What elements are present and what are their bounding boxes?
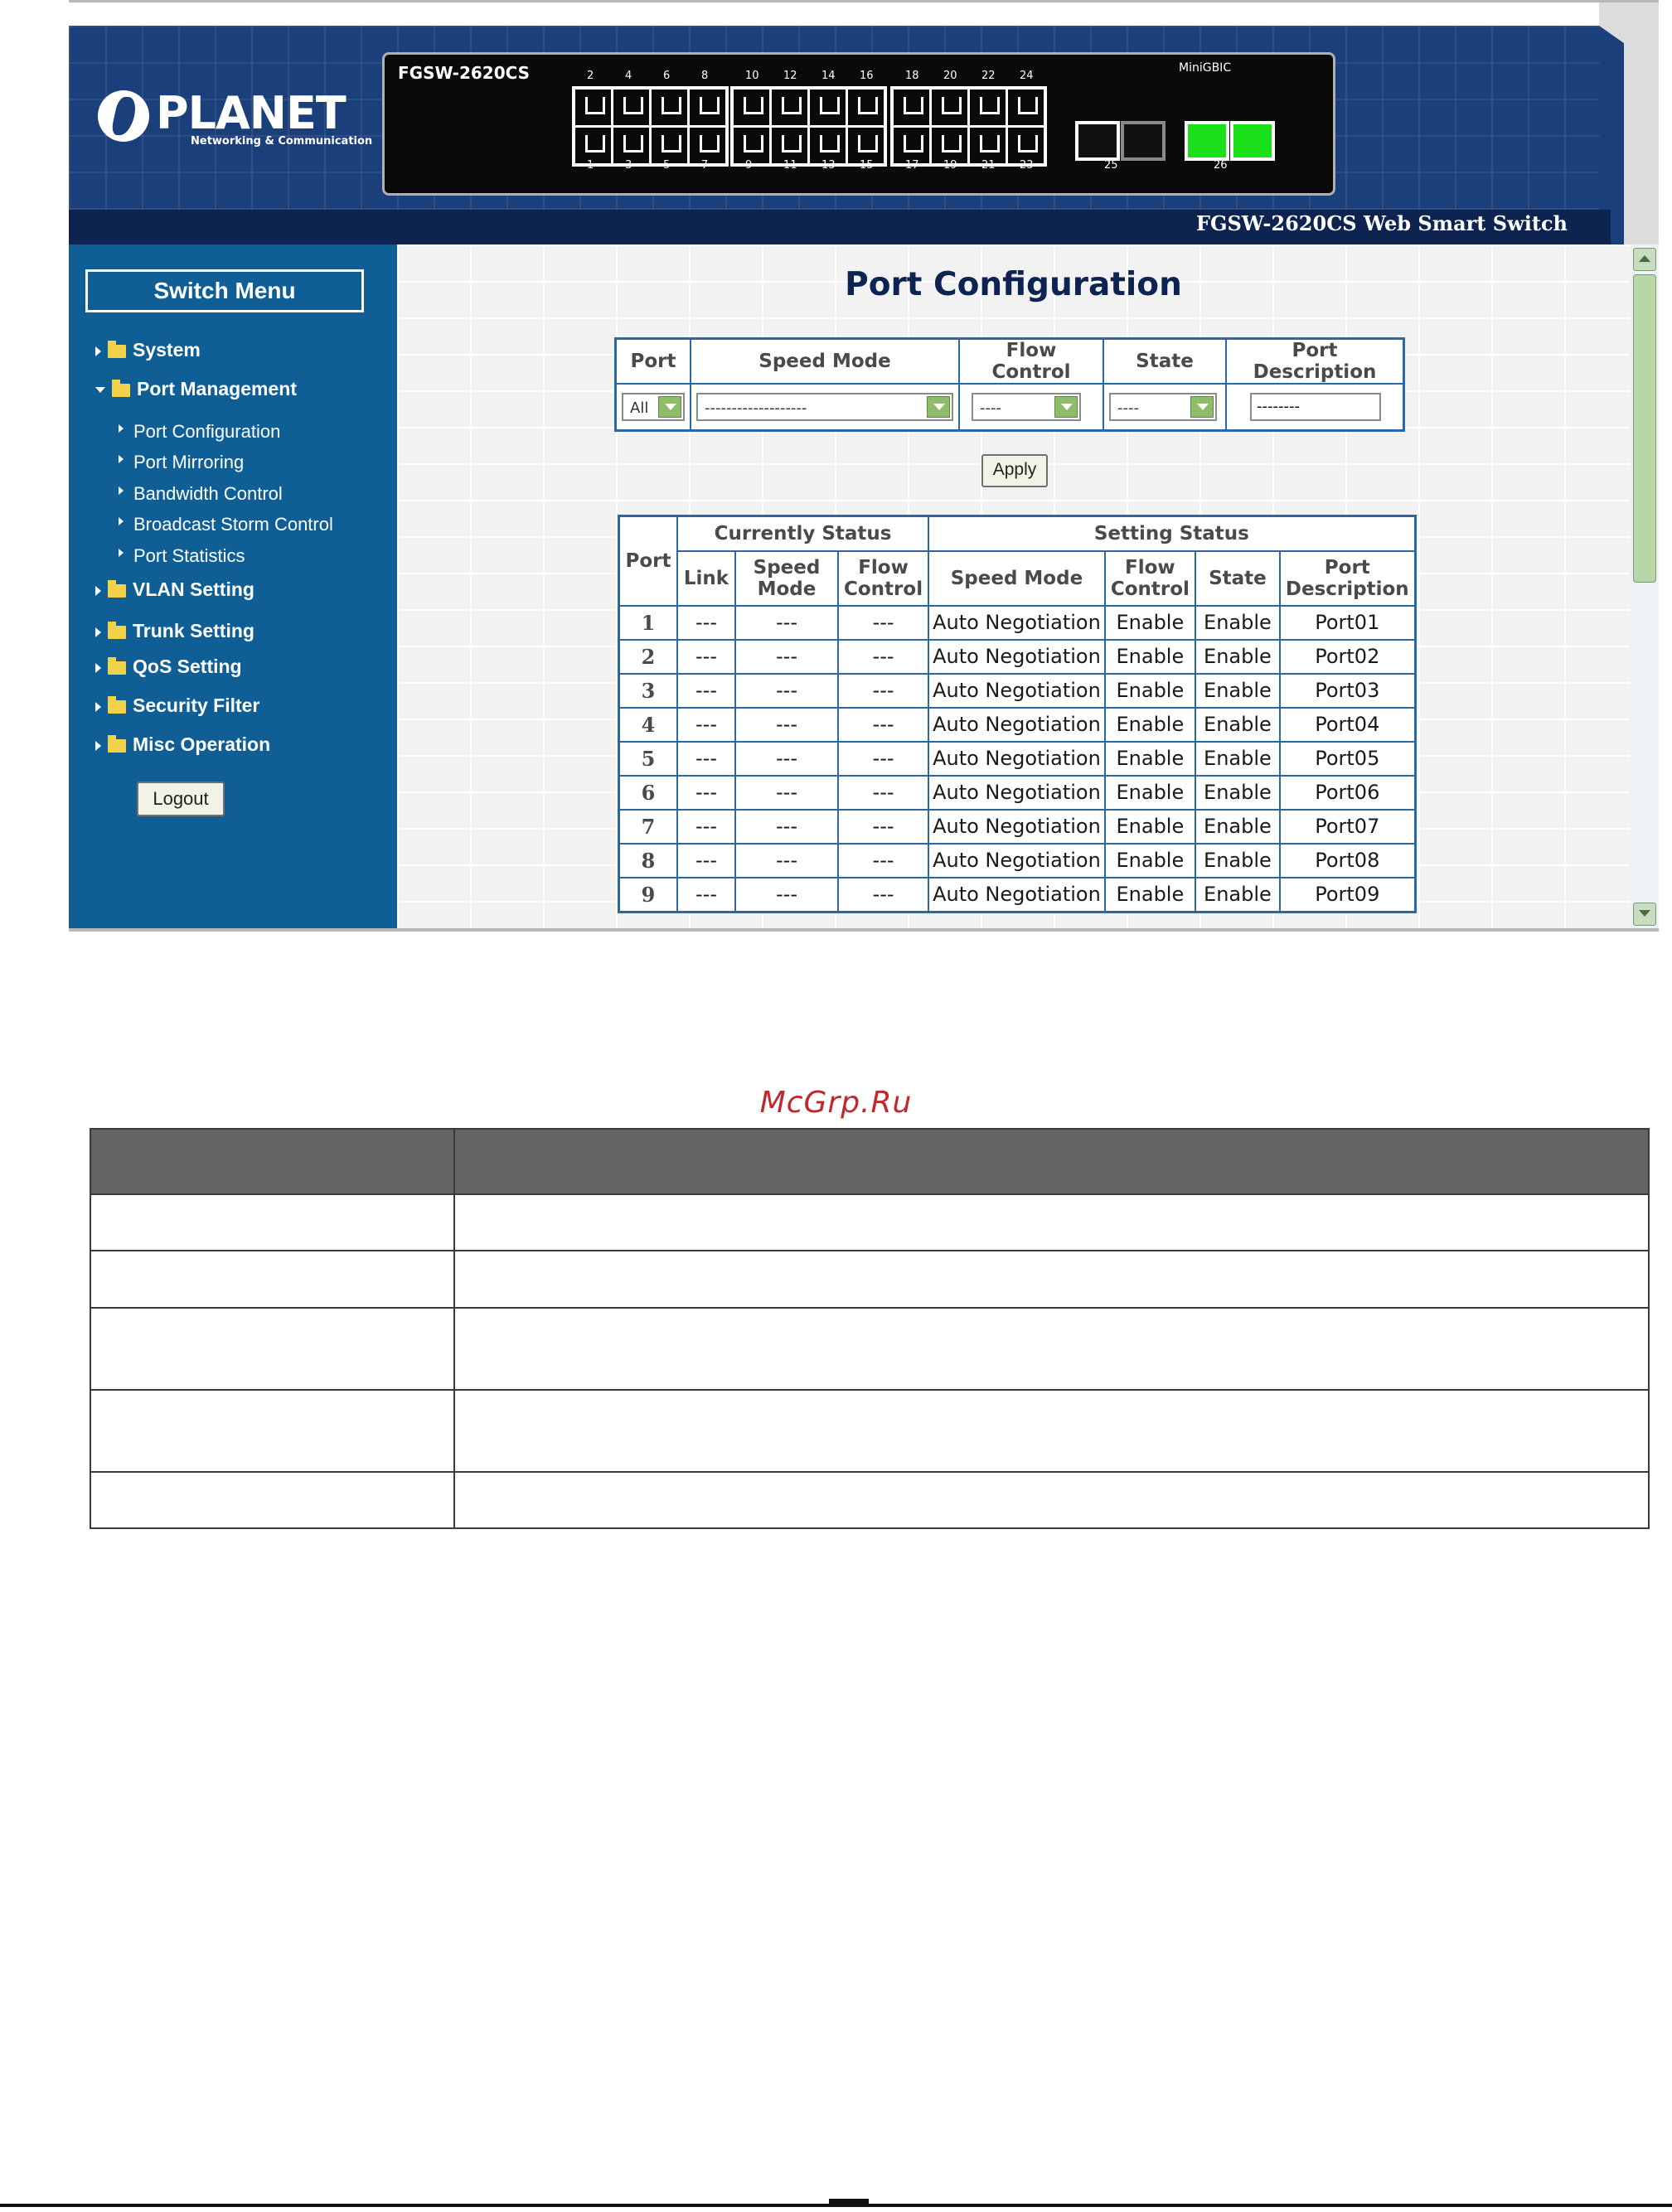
port-number-label: 15 (860, 159, 874, 172)
submenu-broadcast-storm-control[interactable] (119, 514, 333, 535)
col-setting-speed-mode: Speed Mode (928, 551, 1105, 606)
planet-logo-icon (98, 90, 149, 142)
doc-cell (454, 1251, 1649, 1308)
cell-port-description: Port07 (1280, 810, 1415, 844)
port-number-label: 2 (587, 70, 594, 82)
flow-control-value: ---- (980, 399, 1001, 417)
cell-setting-flow: Enable (1105, 606, 1195, 640)
cell-port-description: Port09 (1280, 878, 1415, 912)
device-model: FGSW-2620CS (398, 63, 531, 83)
cell-port-description: Port03 (1280, 674, 1415, 708)
cell-setting-speed: Auto Negotiation (928, 640, 1105, 674)
port-number-label: 13 (821, 159, 836, 172)
doc-cell (454, 1194, 1649, 1251)
cell-current-flow: --- (838, 606, 928, 640)
menu-vlan-setting[interactable] (95, 578, 254, 601)
scroll-up-arrow-icon[interactable] (1633, 248, 1656, 271)
cell-link: --- (677, 878, 735, 912)
chevron-down-icon (95, 387, 105, 393)
cell-port: 5 (619, 742, 678, 776)
port-number-label: 20 (943, 70, 957, 82)
port-number-label: 23 (1020, 159, 1034, 172)
cell-current-speed: --- (735, 606, 838, 640)
port-config-form (614, 337, 1405, 432)
doc-cell (454, 1308, 1649, 1390)
menu-qos-setting[interactable] (95, 656, 242, 678)
cell-link: --- (677, 708, 735, 742)
port-number-label: 22 (981, 70, 996, 82)
cell-port-description: Port04 (1280, 708, 1415, 742)
cell-link: --- (677, 844, 735, 878)
logo-text: PLANET (156, 87, 346, 139)
cell-port: 9 (619, 878, 678, 912)
rj45-port-icon (690, 128, 725, 163)
rj45-port-icon (848, 90, 884, 125)
cell-port: 4 (619, 708, 678, 742)
cell-current-flow: --- (838, 776, 928, 810)
port-number-label: 17 (905, 159, 919, 172)
dropdown-arrow-icon (1190, 396, 1214, 418)
menu-misc-operation[interactable] (95, 733, 270, 756)
rj45-port-icon (690, 90, 725, 125)
cell-setting-speed: Auto Negotiation (928, 776, 1105, 810)
cell-setting-state: Enable (1195, 776, 1280, 810)
menu-label: System (133, 339, 201, 361)
cell-setting-state: Enable (1195, 844, 1280, 878)
scrollbar-thumb[interactable] (1633, 274, 1656, 583)
rj45-port-icon (652, 128, 687, 163)
port-number-label: 16 (860, 70, 874, 82)
logo-subtitle: Networking & Communication (191, 135, 373, 148)
switch-menu-title: Switch Menu (85, 269, 364, 312)
rj45-port-icon (932, 90, 967, 125)
submenu-label: Port Configuration (133, 421, 281, 442)
dropdown-arrow-icon (927, 396, 950, 418)
port-number-label: 8 (701, 70, 709, 82)
cell-setting-state: Enable (1195, 674, 1280, 708)
cell-setting-speed: Auto Negotiation (928, 674, 1105, 708)
screenshot-window (69, 0, 1659, 932)
port-26-copper (1185, 121, 1229, 161)
form-header-port-description: Port Description (1226, 339, 1404, 385)
col-link: Link (677, 551, 735, 606)
chevron-right-icon (95, 346, 101, 356)
cell-port-description: Port05 (1280, 742, 1415, 776)
menu-port-management[interactable] (95, 378, 297, 400)
cell-current-speed: --- (735, 640, 838, 674)
port-number-label: 11 (783, 159, 797, 172)
folder-icon (108, 700, 126, 714)
port-number-label: 3 (625, 159, 632, 172)
cell-setting-flow: Enable (1105, 810, 1195, 844)
sidebar (69, 244, 397, 932)
submenu-label: Port Statistics (133, 545, 245, 566)
menu-label: Port Management (137, 378, 297, 399)
bullet-arrow-icon (119, 517, 124, 525)
form-header-speed-mode: Speed Mode (691, 339, 959, 385)
chevron-right-icon (95, 741, 101, 751)
chevron-right-icon (95, 702, 101, 712)
cell-port: 7 (619, 810, 678, 844)
state-select[interactable] (1109, 393, 1217, 421)
cell-port: 2 (619, 640, 678, 674)
folder-icon (108, 345, 126, 358)
page-title: Port Configuration (845, 266, 1182, 303)
table-row (619, 878, 1416, 912)
doc-header-description (454, 1129, 1649, 1194)
submenu-label: Port Mirroring (133, 452, 245, 472)
switch-front-panel (382, 52, 1335, 196)
port-group-1 (572, 86, 729, 167)
product-title: FGSW-2620CS Web Smart Switch (1195, 211, 1568, 235)
cell-setting-state: Enable (1195, 742, 1280, 776)
cell-setting-flow: Enable (1105, 878, 1195, 912)
rj45-port-icon (1008, 90, 1044, 125)
description-table (90, 1128, 1650, 1529)
submenu-port-mirroring[interactable] (119, 452, 244, 473)
submenu-label: Bandwidth Control (133, 483, 283, 504)
port-number-label: 12 (783, 70, 797, 82)
menu-label: Trunk Setting (133, 620, 254, 641)
cell-current-flow: --- (838, 742, 928, 776)
menu-label: Misc Operation (133, 733, 271, 755)
port-number-label: 10 (745, 70, 759, 82)
cell-setting-speed: Auto Negotiation (928, 742, 1105, 776)
bullet-arrow-icon (119, 424, 124, 433)
port-26-sfp (1230, 121, 1275, 161)
cell-setting-state: Enable (1195, 708, 1280, 742)
cell-current-flow: --- (838, 708, 928, 742)
doc-cell (90, 1472, 454, 1528)
cell-current-speed: --- (735, 674, 838, 708)
port-number-label: 5 (663, 159, 671, 172)
port-number-label: 19 (943, 159, 957, 172)
submenu-port-statistics[interactable] (119, 545, 245, 567)
folder-icon (108, 584, 126, 598)
cell-setting-flow: Enable (1105, 674, 1195, 708)
col-setting-state: State (1195, 551, 1280, 606)
dropdown-arrow-icon (658, 396, 681, 418)
doc-cell (90, 1308, 454, 1390)
bullet-arrow-icon (119, 455, 124, 463)
rj45-port-icon (613, 90, 649, 125)
chevron-right-icon (95, 627, 101, 637)
main-content (397, 244, 1630, 932)
col-current-speed-mode: Speed Mode (735, 551, 838, 606)
state-value: ---- (1117, 399, 1139, 417)
rj45-port-icon (810, 128, 846, 163)
cell-link: --- (677, 776, 735, 810)
cell-setting-speed: Auto Negotiation (928, 606, 1105, 640)
rj45-port-icon (810, 90, 846, 125)
cell-current-speed: --- (735, 708, 838, 742)
table-row (619, 742, 1416, 776)
logout-button[interactable]: Logout (137, 782, 225, 816)
cell-port-description: Port08 (1280, 844, 1415, 878)
cell-current-speed: --- (735, 810, 838, 844)
folder-icon (108, 626, 126, 639)
cell-setting-state: Enable (1195, 878, 1280, 912)
sfp-label-26: 26 (1214, 159, 1228, 172)
group-setting-status: Setting Status (928, 516, 1415, 551)
form-header-state: State (1103, 339, 1226, 385)
cell-setting-state: Enable (1195, 606, 1280, 640)
rj45-port-icon (932, 128, 967, 163)
cell-setting-flow: Enable (1105, 742, 1195, 776)
menu-trunk-setting[interactable] (95, 620, 254, 642)
port-number-label: 9 (745, 159, 753, 172)
col-current-flow-control: Flow Control (838, 551, 928, 606)
cell-link: --- (677, 810, 735, 844)
port-25-copper (1075, 121, 1120, 161)
port-group-3 (890, 86, 1047, 167)
cell-link: --- (677, 640, 735, 674)
cell-current-flow: --- (838, 810, 928, 844)
chevron-right-icon (95, 586, 101, 596)
cell-current-speed: --- (735, 776, 838, 810)
watermark: McGrp.Ru (759, 1086, 913, 1120)
doc-cell (90, 1194, 454, 1251)
menu-label: VLAN Setting (133, 578, 254, 600)
rj45-port-icon (734, 128, 769, 163)
cell-setting-speed: Auto Negotiation (928, 844, 1105, 878)
rj45-port-icon (1008, 128, 1044, 163)
port-number-label: 4 (625, 70, 632, 82)
cell-setting-state: Enable (1195, 640, 1280, 674)
table-row (619, 606, 1416, 640)
rj45-port-icon (613, 128, 649, 163)
cell-current-speed: --- (735, 844, 838, 878)
cell-port: 1 (619, 606, 678, 640)
port-number-label: 24 (1020, 70, 1034, 82)
rj45-port-icon (575, 128, 611, 163)
cell-setting-flow: Enable (1105, 776, 1195, 810)
table-row (619, 674, 1416, 708)
vertical-scrollbar[interactable] (1630, 244, 1659, 932)
rj45-port-icon (970, 90, 1006, 125)
cell-current-flow: --- (838, 878, 928, 912)
submenu-label: Broadcast Storm Control (133, 514, 333, 535)
cell-setting-state: Enable (1195, 810, 1280, 844)
cell-port: 3 (619, 674, 678, 708)
bullet-arrow-icon (119, 549, 124, 557)
col-setting-port-description: Port Description (1280, 551, 1415, 606)
doc-cell (454, 1472, 1649, 1528)
form-header-port: Port (616, 339, 691, 385)
cell-setting-flow: Enable (1105, 640, 1195, 674)
sfp-label-25: 25 (1104, 159, 1118, 172)
form-header-flow-control: Flow Control (959, 339, 1103, 385)
port-number-label: 14 (821, 70, 836, 82)
rj45-port-icon (848, 128, 884, 163)
minigbic-label: MiniGBIC (1179, 61, 1232, 75)
folder-icon (108, 661, 126, 675)
col-setting-flow-control: Flow Control (1105, 551, 1195, 606)
port-select[interactable] (622, 393, 685, 421)
cell-current-flow: --- (838, 640, 928, 674)
port-description-input[interactable]: -------- (1250, 393, 1381, 421)
flow-control-select[interactable] (972, 393, 1081, 421)
menu-label: Security Filter (133, 695, 260, 716)
cell-port-description: Port01 (1280, 606, 1415, 640)
cell-link: --- (677, 742, 735, 776)
cell-port-description: Port02 (1280, 640, 1415, 674)
bullet-arrow-icon (119, 486, 124, 495)
rj45-port-icon (734, 90, 769, 125)
submenu-bandwidth-control[interactable] (119, 483, 283, 505)
menu-system[interactable] (95, 339, 201, 361)
dropdown-arrow-icon (1054, 396, 1078, 418)
doc-cell (454, 1390, 1649, 1472)
folder-icon (108, 739, 126, 753)
cell-current-speed: --- (735, 742, 838, 776)
col-port: Port (619, 516, 678, 606)
port-status-table (618, 515, 1417, 913)
rj45-port-icon (894, 90, 929, 125)
cell-current-flow: --- (838, 844, 928, 878)
cell-link: --- (677, 674, 735, 708)
scroll-down-arrow-icon[interactable] (1633, 903, 1656, 926)
chevron-right-icon (95, 663, 101, 673)
footer-mark (829, 2199, 869, 2205)
port-group-2 (730, 86, 887, 167)
cell-current-speed: --- (735, 878, 838, 912)
cell-port: 8 (619, 844, 678, 878)
menu-label: QoS Setting (133, 656, 242, 677)
rj45-port-icon (575, 90, 611, 125)
doc-cell (90, 1251, 454, 1308)
port-select-value: All (630, 399, 649, 417)
speed-mode-select[interactable] (696, 393, 953, 421)
port-number-label: 1 (587, 159, 594, 172)
rj45-port-icon (772, 90, 807, 125)
folder-icon (112, 384, 130, 397)
cell-port-description: Port06 (1280, 776, 1415, 810)
table-row (619, 708, 1416, 742)
rj45-port-icon (652, 90, 687, 125)
speed-mode-value: ------------------- (705, 399, 807, 417)
cell-setting-speed: Auto Negotiation (928, 708, 1105, 742)
port-number-label: 18 (905, 70, 919, 82)
submenu-port-configuration[interactable] (119, 421, 280, 443)
cell-setting-speed: Auto Negotiation (928, 878, 1105, 912)
port-number-label: 21 (981, 159, 996, 172)
rj45-port-icon (894, 128, 929, 163)
doc-cell (90, 1390, 454, 1472)
menu-security-filter[interactable] (95, 695, 259, 717)
table-row (619, 640, 1416, 674)
cell-link: --- (677, 606, 735, 640)
port-number-label: 7 (701, 159, 709, 172)
cell-setting-speed: Auto Negotiation (928, 810, 1105, 844)
port-25-sfp (1121, 121, 1166, 161)
cell-setting-flow: Enable (1105, 708, 1195, 742)
rj45-port-icon (970, 128, 1006, 163)
doc-header-object (90, 1129, 454, 1194)
rj45-port-icon (772, 128, 807, 163)
apply-button[interactable]: Apply (981, 454, 1048, 487)
table-row (619, 844, 1416, 878)
table-row (619, 776, 1416, 810)
group-currently-status: Currently Status (677, 516, 928, 551)
table-row (619, 810, 1416, 844)
cell-setting-flow: Enable (1105, 844, 1195, 878)
cell-current-flow: --- (838, 674, 928, 708)
cell-port: 6 (619, 776, 678, 810)
port-number-label: 6 (663, 70, 671, 82)
